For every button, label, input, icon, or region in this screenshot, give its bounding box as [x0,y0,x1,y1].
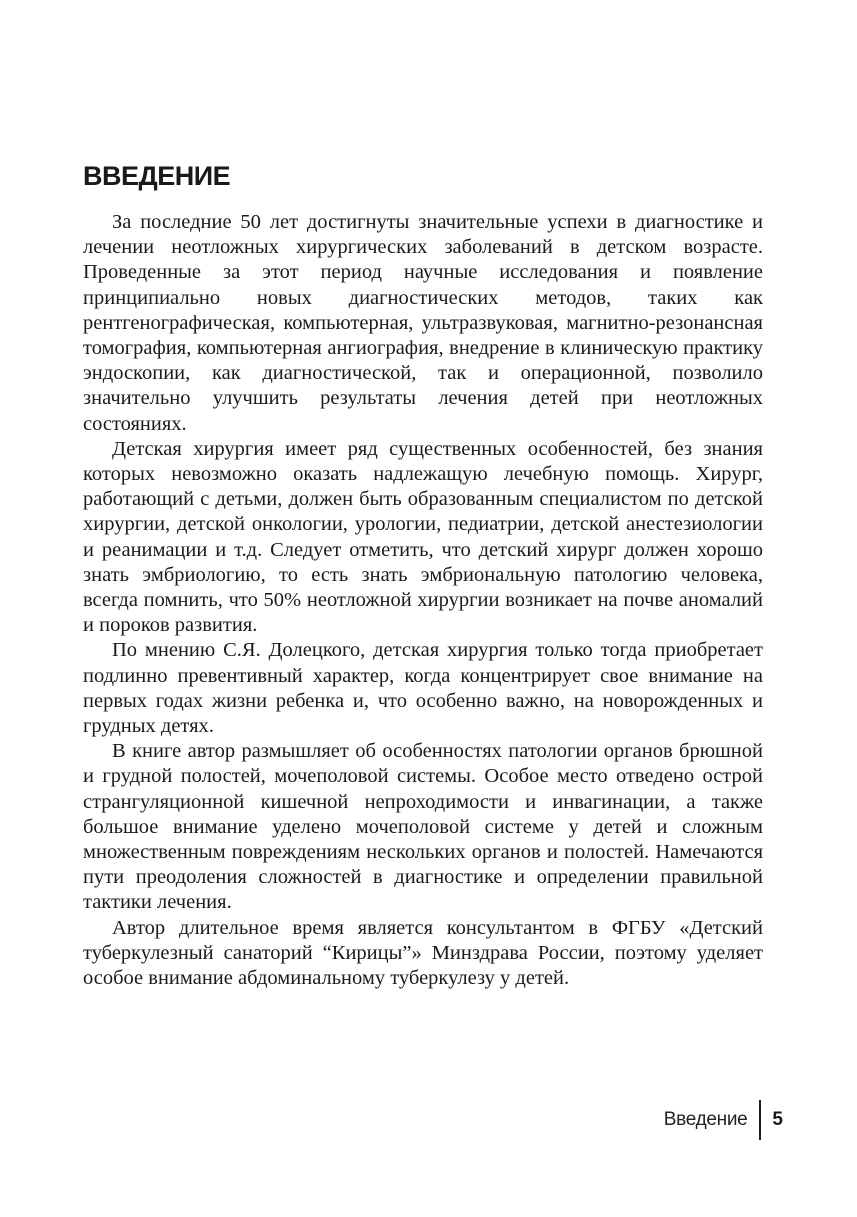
body-text [83,210,763,991]
paragraph-1: За последние 50 лет достигнуты значительные успехи в диагностике и лечении неотложных хирургических заболеваний в детском возрасте. Проведенные за этот период научные исследования и появление принципиально новых диагностических методов, таких как рентгенографическая, компьютерная, ультразвуковая, магнитно-резонансная томография, компьютерная ангиография, внедрение в клиническую практику эндоскопии, как диагностической, так и операционной, позволило значительно улучшить результаты лечения детей при неотложных состояниях. [83,211,763,435]
page-number: 5 [772,1109,783,1130]
paragraph-4: В книге автор размышляет об особенностях патологии органов брюшной и грудной полостей, мочеполовой системы. Особое место отведено острой странгуляционной кишечной непроходимости и инвагинации, а также большое внимание уделено мочеполовой системе у детей и сложным множественным повреждениям нескольких органов и полостей. Намечаются пути преодоления сложностей в диагностике и определении правильной тактики лечения. [83,740,763,914]
paragraph-5: Автор длительное время является консультантом в ФГБУ «Детский туберкулезный санаторий “Кирицы”» Минздрава России, поэтому уделяет особое внимание абдоминальному туберкулезу у детей. [83,916,763,990]
page-title: ВВЕДЕНИЕ [83,161,231,191]
running-header-label: Введение [663,1109,748,1130]
page-footer [664,1100,783,1140]
paragraph-3: По мнению С.Я. Долецкого, детская хирургия только тогда приобретает подлинно превентивный характер, когда концентрирует свое внимание на первых годах жизни ребенка и, что особенно важно, на новорожденных и грудных детях. [83,639,763,738]
paragraph-2: Детская хирургия имеет ряд существенных особенностей, без знания которых невозможно оказать надлежащую лечебную помощь. Хирург, работающий с детьми, должен быть образованным специалистом по детской хирургии, детской онкологии, урологии, педиатрии, детской анестезиологии и реанимации и т.д. Следует отметить, что детский хирург должен хорошо знать эмбриологию, то есть знать эмбриональную патологию человека, всегда помнить, что 50% неотложной хирургии возникает на почве аномалий и пороков развития. [83,437,763,637]
